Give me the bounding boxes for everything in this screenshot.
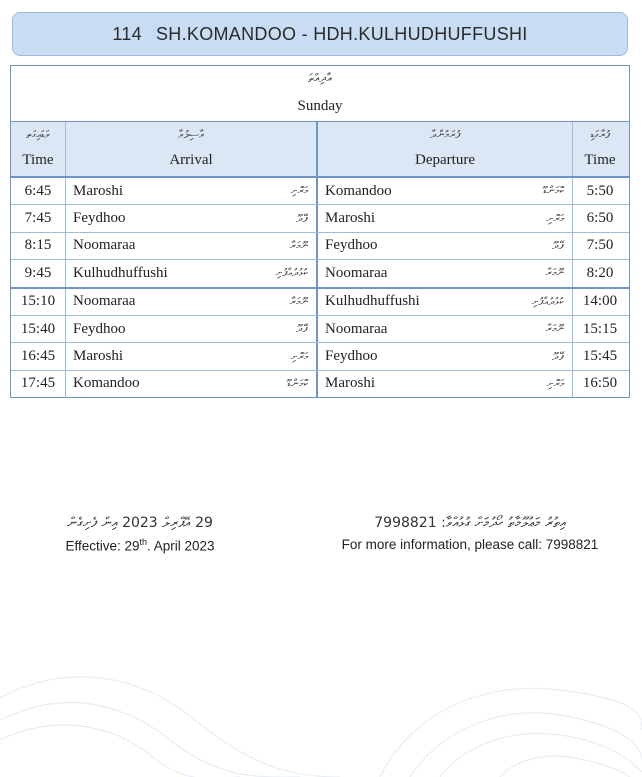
arrival-place: [66, 343, 318, 369]
arrival-place: [66, 371, 318, 397]
departure-place: [318, 178, 573, 204]
departure-time: 15:15: [582, 320, 618, 337]
arrival-place-dhivehi: މަރޮށި: [290, 184, 308, 198]
arrival-place-dhivehi: ކޮމަންޑޫ: [287, 376, 308, 390]
departure-place: [318, 205, 573, 231]
departure-place-dhivehi: ނޫމަރާ: [545, 322, 564, 336]
arrival-place-english: Maroshi: [73, 182, 123, 199]
table-row: [11, 316, 629, 343]
column-header-en: Departure: [415, 152, 475, 168]
table-row: [11, 233, 629, 260]
arrival-time: 17:45: [11, 371, 66, 397]
arrival-place-english: Feydhoo: [73, 210, 126, 227]
arrival-place-english: Feydhoo: [73, 320, 126, 337]
column-header-departure-time: [573, 122, 627, 176]
column-header-arrival: [66, 122, 318, 176]
arrival-place-dhivehi: ނޫމަރާ: [289, 294, 308, 308]
arrival-place: [66, 233, 318, 259]
arrival-place-english: Noomaraa: [73, 237, 136, 254]
arrival-place: [66, 316, 318, 342]
arrival-time: 16:45: [11, 343, 66, 369]
departure-place: [318, 316, 573, 342]
departure-time: 7:50: [586, 237, 614, 254]
departure-place-dhivehi: ފޭދޫ: [551, 238, 564, 252]
arrival-place-dhivehi: މަރޮށި: [290, 349, 308, 363]
departure-place-english: Noomaraa: [325, 264, 388, 281]
departure-place-dhivehi: މަރޮށި: [546, 211, 564, 225]
departure-place-dhivehi: މަރޮށި: [546, 376, 564, 390]
arrival-place-english: Noomaraa: [73, 293, 136, 310]
departure-time: 8:20: [586, 264, 614, 281]
arrival-time: 9:45: [11, 260, 66, 286]
effective-suffix: . April 2023: [147, 538, 215, 554]
table-row: [11, 371, 629, 397]
contact-english: For more information, please call: 7998821: [341, 537, 599, 552]
arrival-time: 15:40: [11, 316, 66, 342]
departure-place-dhivehi: ކުޅުދުއްފުށި: [531, 294, 564, 308]
column-header-dv: ވަޑައިގަތ: [26, 128, 50, 141]
departure-place-dhivehi: ފޭދޫ: [551, 349, 564, 363]
day-header: [11, 66, 629, 122]
departure-place: [318, 289, 573, 315]
table-row: [11, 205, 629, 232]
column-header-departure: [318, 122, 573, 176]
departure-time: 14:00: [582, 293, 618, 310]
departure-place-english: Feydhoo: [325, 237, 378, 254]
departure-place-english: Kulhudhuffushi: [325, 293, 420, 310]
departure-place: [318, 343, 573, 369]
arrival-place-dhivehi: ނޫމަރާ: [289, 238, 308, 252]
day-dhivehi: އާދިއްތަ: [308, 71, 332, 85]
column-header-en: Time: [22, 152, 54, 168]
departure-place: [318, 233, 573, 259]
effective-prefix: Effective: 29: [65, 538, 140, 554]
arrival-place-english: Maroshi: [73, 348, 123, 365]
arrival-place-dhivehi: ފޭދޫ: [295, 211, 308, 225]
schedule-table: [10, 65, 630, 398]
effective-english: [40, 537, 240, 554]
table-row: [11, 260, 629, 288]
table-row: [11, 343, 629, 370]
arrival-place-dhivehi: ކުޅުދުއްފުށި: [275, 266, 308, 280]
effective-dhivehi: 29 އޭޕްރިލް 2023 އިން ފެށިގެން: [67, 515, 213, 531]
departure-time: 5:50: [586, 182, 614, 199]
day-english: Sunday: [297, 98, 343, 114]
column-header-dv: ފުރަމުންދާ: [429, 128, 461, 141]
column-header-dv: ފުރާގަޑި: [590, 128, 610, 141]
arrival-place: [66, 178, 318, 204]
column-header-en: Arrival: [169, 152, 213, 168]
departure-place: [318, 371, 573, 397]
departure-place-english: Komandoo: [325, 182, 392, 199]
arrival-place: [66, 289, 318, 315]
departure-place-english: Feydhoo: [325, 348, 378, 365]
table-row: [11, 289, 629, 316]
route-number: 114: [112, 23, 142, 44]
arrival-time: 8:15: [11, 233, 66, 259]
contact-info: [320, 515, 620, 552]
departure-place-dhivehi: ނޫމަރާ: [545, 266, 564, 280]
arrival-place: [66, 260, 318, 286]
departure-place-dhivehi: ކޮމަންޑޫ: [543, 184, 564, 198]
departure-time: 6:50: [586, 210, 614, 227]
column-header-en: Time: [584, 152, 616, 168]
departure-place-english: Noomaraa: [325, 320, 388, 337]
column-header-arrival-time: [11, 122, 66, 176]
arrival-place-dhivehi: ފޭދޫ: [295, 322, 308, 336]
column-header-dv: ވާސިލުވާ: [178, 128, 204, 141]
contact-dhivehi: އިތުރު މަޢުލޫމާތު ހޯދުމަށް ގުޅުއްވާ: 7998821: [374, 515, 566, 531]
departure-place-english: Maroshi: [325, 375, 375, 392]
departure-time: 16:50: [582, 375, 618, 392]
route-banner: [12, 12, 628, 56]
departure-time: 15:45: [582, 348, 618, 365]
arrival-time: 6:45: [11, 178, 66, 204]
arrival-time: 15:10: [11, 289, 66, 315]
arrival-time: 7:45: [11, 205, 66, 231]
table-row: [11, 178, 629, 205]
route-name: SH.KOMANDOO - HDH.KULHUDHUFFUSHI: [155, 23, 528, 44]
column-headers: [11, 122, 629, 178]
arrival-place-english: Kulhudhuffushi: [73, 264, 168, 281]
departure-place: [318, 260, 573, 286]
effective-date: [40, 515, 240, 554]
schedule-rows: [11, 178, 629, 397]
departure-place-english: Maroshi: [325, 210, 375, 227]
effective-sup: th: [139, 537, 147, 547]
arrival-place-english: Komandoo: [73, 375, 140, 392]
arrival-place: [66, 205, 318, 231]
